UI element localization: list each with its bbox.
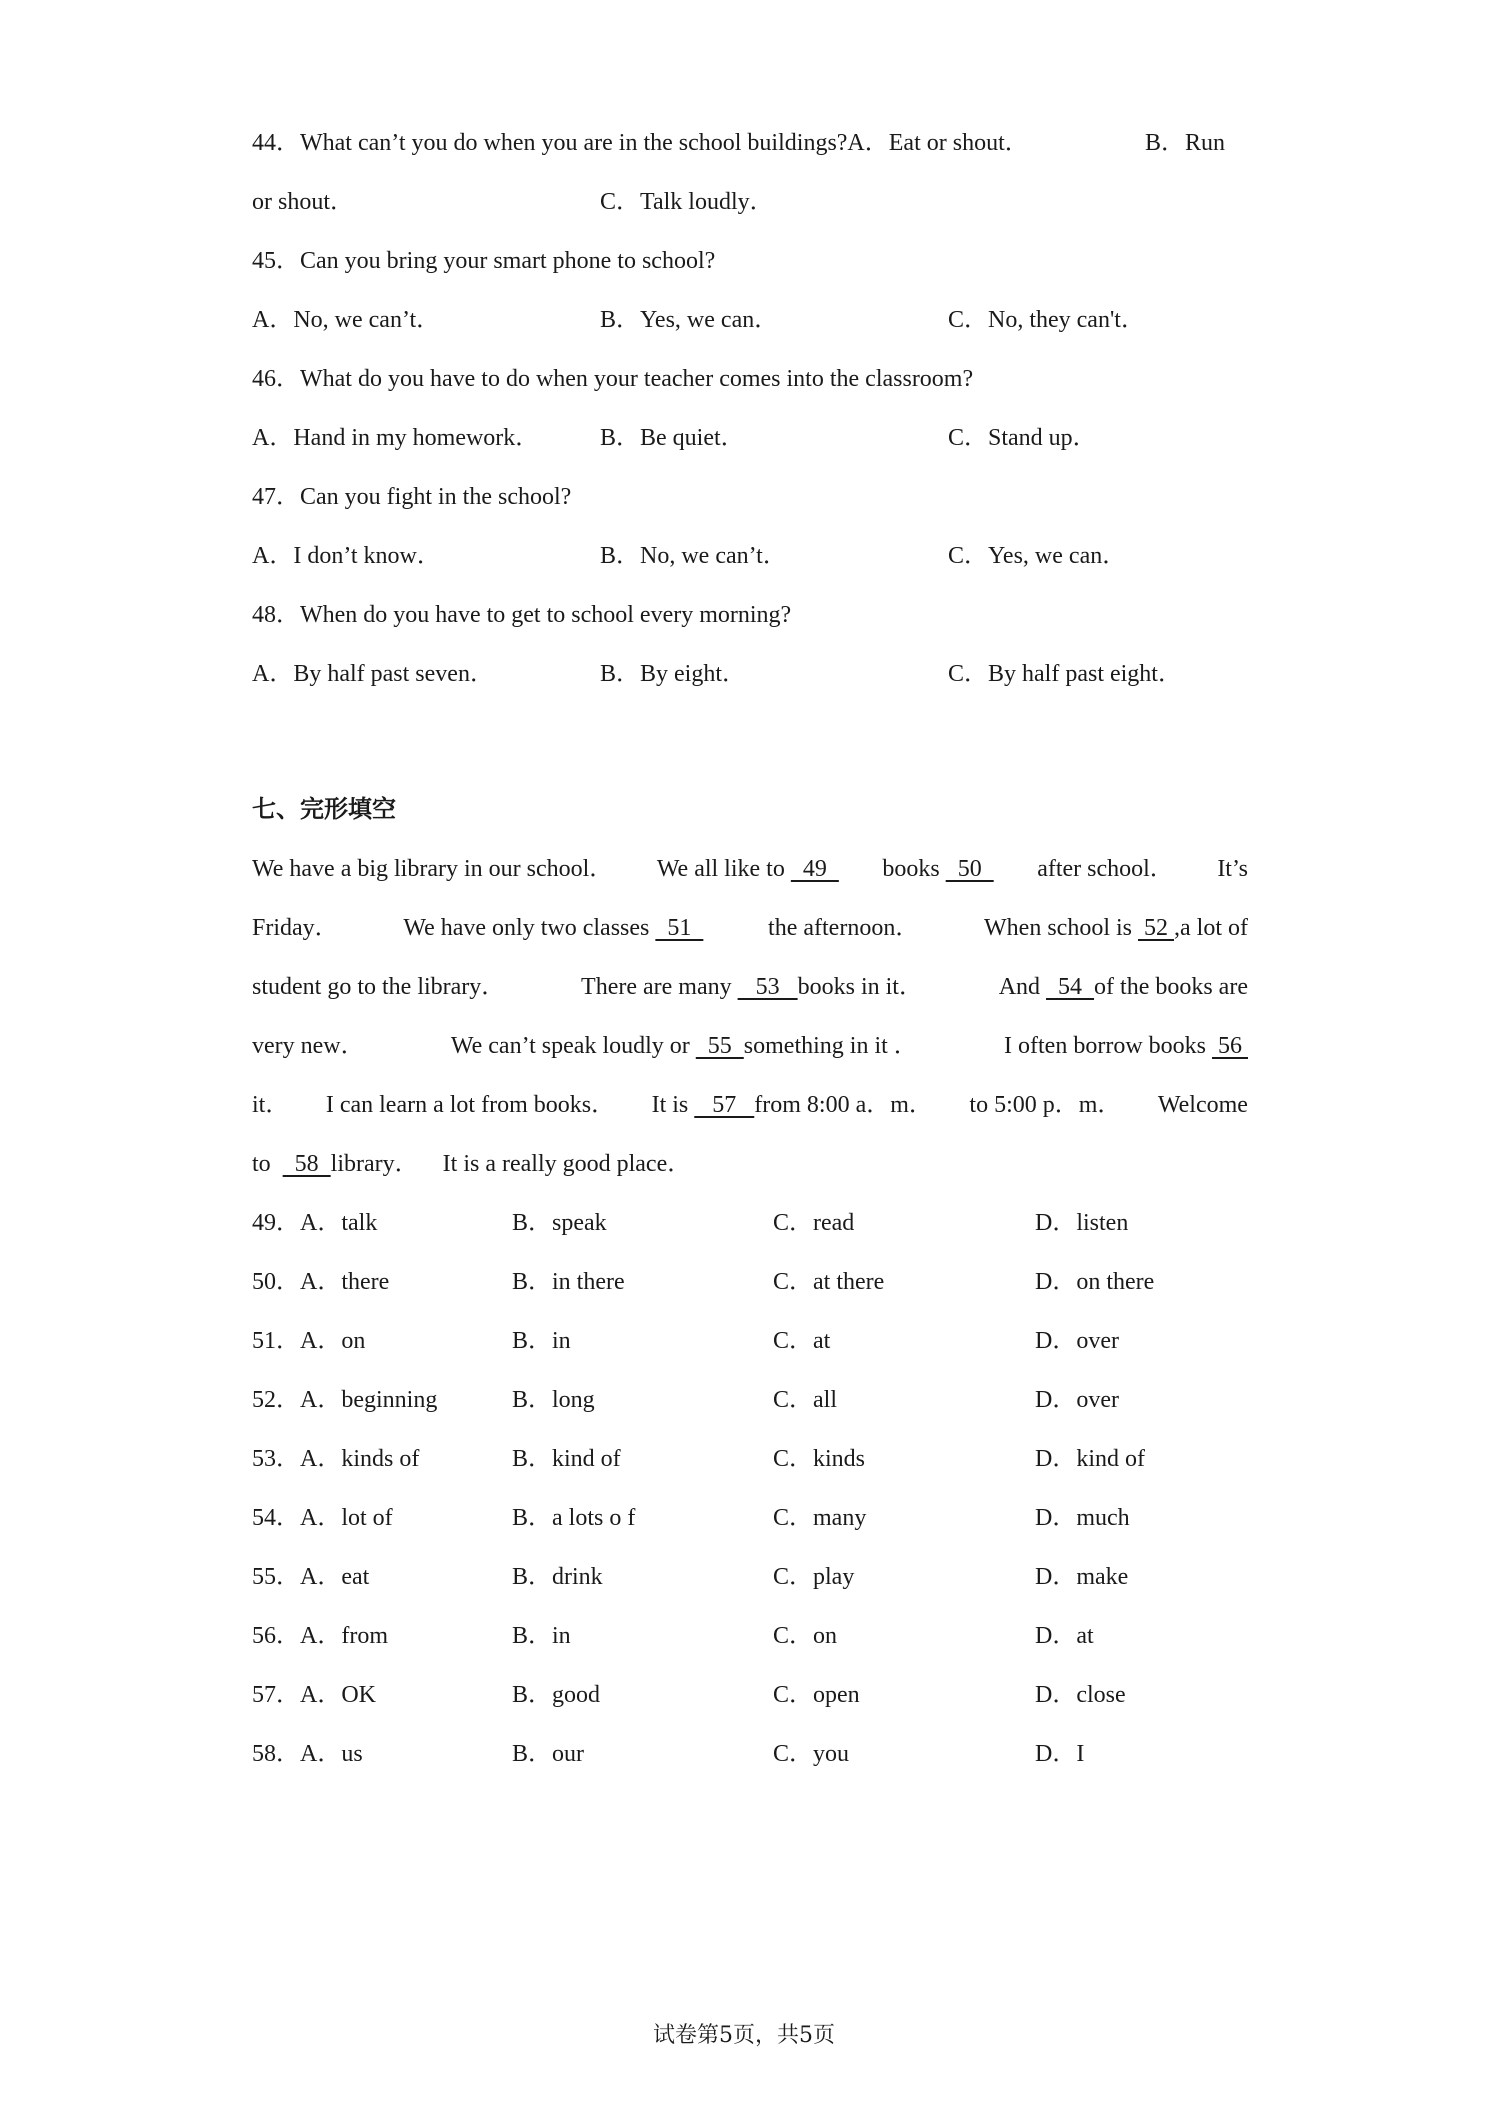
blank-54[interactable]: 54: [1046, 974, 1095, 1000]
option-a: A．I don’t know．: [252, 543, 441, 569]
question-text: When do you have to get to school every morning?: [300, 602, 792, 628]
choice-number: 57．: [252, 1682, 300, 1708]
choice-row-54: [252, 1498, 1248, 1538]
choice-d: D．on there: [1035, 1269, 1155, 1295]
passage-segment: [999, 967, 1248, 1007]
passage-text: We have a big library in our school．: [252, 856, 614, 882]
option-a: A．Hand in my homework．: [252, 425, 540, 451]
choice-text: A．beginning: [300, 1387, 438, 1413]
passage-text: ,a lot of: [1174, 915, 1248, 941]
choice-a: [252, 1616, 388, 1656]
passage-segment: [403, 908, 703, 948]
blank-57[interactable]: 57: [694, 1092, 755, 1118]
passage-text: Friday．: [252, 915, 339, 941]
choice-row-57: [252, 1675, 1248, 1715]
choice-row-55: [252, 1557, 1248, 1597]
passage-segment: [1004, 1026, 1248, 1066]
question-number: 45．: [252, 248, 300, 274]
passage-segment: [652, 1085, 933, 1125]
blank-55[interactable]: 55: [695, 1033, 744, 1059]
option-c: C．By half past eight．: [948, 661, 1182, 687]
question-text: Can you bring your smart phone to school?: [300, 248, 716, 274]
question-text: Can you fight in the school?: [300, 484, 572, 510]
passage-text: after school．: [1037, 856, 1174, 882]
option-b: B．Be quiet．: [600, 425, 745, 451]
question-text: What do you have to do when your teacher comes into the classroom?: [300, 366, 974, 392]
passage-line-4: [252, 1026, 1248, 1066]
question-number: 47．: [252, 484, 300, 510]
choice-text: A．talk: [300, 1210, 378, 1236]
passage-line-1: [252, 849, 1248, 889]
option-b-end: or shout．: [252, 189, 354, 215]
passage-text: And: [998, 974, 1041, 1000]
choice-c: C．read: [773, 1210, 855, 1236]
question-46-options: [252, 418, 1248, 458]
choice-d: D．make: [1035, 1564, 1129, 1590]
passage-text: student go to the library．: [252, 974, 506, 1000]
choice-c: C．you: [773, 1741, 850, 1767]
blank-50[interactable]: 50: [945, 856, 994, 882]
choice-d: D．at: [1035, 1623, 1094, 1649]
option-b: B．By eight．: [600, 661, 747, 687]
choice-row-58: [252, 1734, 1248, 1774]
passage-text: It is: [651, 1092, 689, 1118]
choice-text: A．eat: [300, 1564, 370, 1590]
choice-text: A．OK: [300, 1682, 376, 1708]
choice-row-49: [252, 1203, 1248, 1243]
blank-53[interactable]: 53: [737, 974, 798, 1000]
choice-c: C．many: [773, 1505, 867, 1531]
passage-text: It’s: [1217, 856, 1248, 882]
choice-b: B．our: [512, 1741, 584, 1767]
question-45-options: [252, 300, 1248, 340]
choice-d: D．listen: [1035, 1210, 1129, 1236]
choice-row-53: [252, 1439, 1248, 1479]
passage-line-2: [252, 908, 1248, 948]
choice-b: B．kind of: [512, 1446, 621, 1472]
option-b-start: B．Run: [1145, 130, 1226, 156]
blank-56[interactable]: 56: [1212, 1033, 1248, 1059]
passage-segment: [581, 967, 923, 1007]
choice-c: C．at: [773, 1328, 831, 1354]
choice-a: [252, 1203, 377, 1243]
choice-row-52: [252, 1380, 1248, 1420]
exam-page: [252, 0, 1248, 2104]
passage-text: something in it ．: [743, 1033, 918, 1059]
choice-row-50: [252, 1262, 1248, 1302]
choice-number: 56．: [252, 1623, 300, 1649]
passage-text: It is a really good place．: [442, 1151, 692, 1177]
choice-d: D．close: [1035, 1682, 1126, 1708]
choice-b: B．a lots o f: [512, 1505, 636, 1531]
choice-d: D．kind of: [1035, 1446, 1145, 1472]
passage-line-6: [252, 1144, 1248, 1184]
choice-number: 52．: [252, 1387, 300, 1413]
choice-a: [252, 1675, 376, 1715]
passage-text: books in it．: [797, 974, 923, 1000]
choice-d: D．I: [1035, 1741, 1085, 1767]
choice-c: C．on: [773, 1623, 838, 1649]
choice-a: [252, 1321, 365, 1361]
question-46-stem: [252, 359, 1248, 399]
choice-c: C．at there: [773, 1269, 885, 1295]
choice-d: D．over: [1035, 1328, 1119, 1354]
passage-text: We have only two classes: [403, 915, 650, 941]
passage-text: When school is: [984, 915, 1132, 941]
choice-text: A．from: [300, 1623, 388, 1649]
choice-number: 55．: [252, 1564, 300, 1590]
choice-number: 50．: [252, 1269, 300, 1295]
passage-text: very new．: [252, 1033, 365, 1059]
page-footer: 试卷第5页，共5页: [653, 2023, 835, 2048]
passage-text: books: [882, 856, 940, 882]
blank-52[interactable]: 52: [1138, 915, 1174, 941]
question-number: 46．: [252, 366, 300, 392]
passage-text: to: [252, 1151, 271, 1177]
choice-c: C．all: [773, 1387, 837, 1413]
choice-number: 54．: [252, 1505, 300, 1531]
blank-49[interactable]: 49: [790, 856, 839, 882]
choice-text: A．kinds of: [300, 1446, 420, 1472]
passage-text: Welcome: [1157, 1092, 1248, 1118]
option-b: B．Yes, we can．: [600, 307, 779, 333]
choice-text: A．there: [300, 1269, 390, 1295]
blank-51[interactable]: 51: [655, 915, 704, 941]
choice-number: 51．: [252, 1328, 300, 1354]
choice-b: B．in there: [512, 1269, 625, 1295]
choice-d: D．over: [1035, 1387, 1119, 1413]
passage-text: it．: [252, 1092, 290, 1118]
passage-text: from 8:00 a．m．: [754, 1092, 933, 1118]
option-a: A．By half past seven．: [252, 661, 494, 687]
passage-text: of the books are: [1094, 974, 1248, 1000]
passage-text: I often borrow books: [1004, 1033, 1206, 1059]
option-c: C．Yes, we can．: [948, 543, 1127, 569]
choice-text: A．lot of: [300, 1505, 393, 1531]
passage-segment: [984, 908, 1248, 948]
choice-row-56: [252, 1616, 1248, 1656]
option-b: B．No, we can’t．: [600, 543, 787, 569]
choice-number: 58．: [252, 1741, 300, 1767]
choice-a: [252, 1439, 419, 1479]
choice-b: B．in: [512, 1328, 571, 1354]
question-45-stem: [252, 241, 1248, 281]
choice-text: A．us: [300, 1741, 363, 1767]
choice-a: [252, 1557, 369, 1597]
option-c: C．Talk loudly．: [600, 189, 774, 215]
choice-c: C．open: [773, 1682, 860, 1708]
choice-b: B．drink: [512, 1564, 603, 1590]
option-c: C．No, they can't．: [948, 307, 1145, 333]
question-number: 48．: [252, 602, 300, 628]
passage-text: I can learn a lot from books．: [325, 1092, 616, 1118]
question-48-stem: [252, 595, 1248, 635]
choice-b: B．long: [512, 1387, 595, 1413]
section-title: 七、完形填空: [252, 795, 396, 823]
blank-58[interactable]: 58: [282, 1151, 331, 1177]
passage-text: the afternoon．: [768, 915, 920, 941]
passage-text: We can’t speak loudly or: [450, 1033, 690, 1059]
choice-d: D．much: [1035, 1505, 1130, 1531]
choice-b: B．speak: [512, 1210, 607, 1236]
passage-line-5: [252, 1085, 1248, 1125]
choice-c: C．kinds: [773, 1446, 866, 1472]
choice-text: A．on: [300, 1328, 366, 1354]
choice-b: B．in: [512, 1623, 571, 1649]
question-44-options: [252, 182, 1248, 222]
passage-segment: [657, 849, 839, 889]
option-c: C．Stand up．: [948, 425, 1097, 451]
passage-segment: [451, 1026, 918, 1066]
option-a: A．No, we can’t．: [252, 307, 441, 333]
question-48-options: [252, 654, 1248, 694]
passage-text: library．: [330, 1151, 419, 1177]
choice-c: C．play: [773, 1564, 855, 1590]
choice-a: [252, 1734, 363, 1774]
choice-a: [252, 1380, 437, 1420]
passage-text: We all like to: [656, 856, 785, 882]
question-text: What can’t you do when you are in the school buildings?A．Eat or shout．: [300, 130, 1029, 156]
question-number: 44．: [252, 130, 300, 156]
choice-b: B．good: [512, 1682, 601, 1708]
choice-row-51: [252, 1321, 1248, 1361]
passage-line-3: [252, 967, 1248, 1007]
passage-segment: [882, 849, 993, 889]
choice-number: 49．: [252, 1210, 300, 1236]
passage-text: There are many: [581, 974, 732, 1000]
question-47-options: [252, 536, 1248, 576]
question-44-stem: [252, 123, 1248, 163]
choice-a: [252, 1498, 393, 1538]
passage-text: to 5:00 p．m．: [969, 1092, 1122, 1118]
choice-a: [252, 1262, 389, 1302]
question-47-stem: [252, 477, 1248, 517]
choice-number: 53．: [252, 1446, 300, 1472]
